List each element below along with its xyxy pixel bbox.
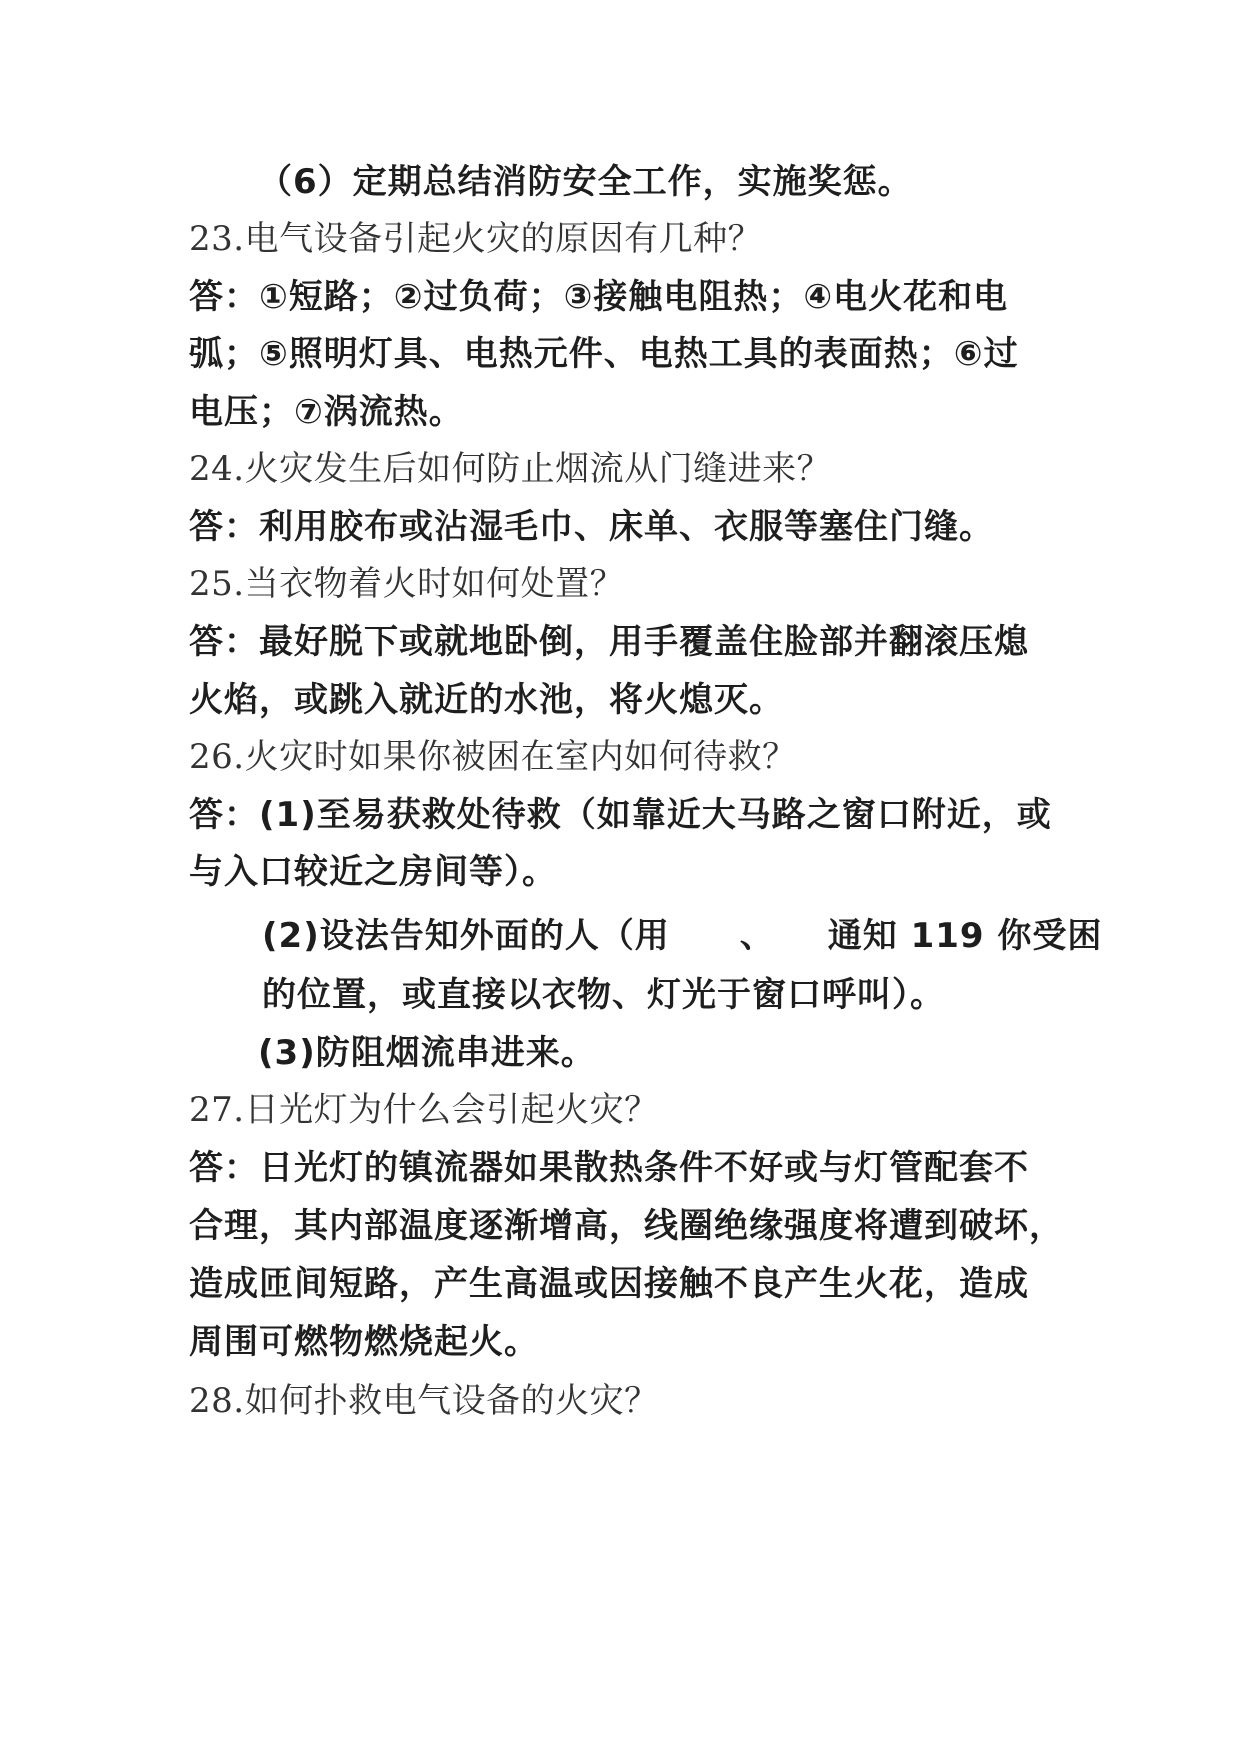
question-24: 24.火灾发生后如何防止烟流从门缝进来？ — [189, 449, 832, 489]
answer-line: 弧；⑤照明灯具、电热元件、电热工具的表面热；⑥过 — [189, 334, 1019, 374]
answer-line: 答：日光灯的镇流器如果散热条件不好或与灯管配套不 — [189, 1148, 1029, 1188]
answer-line: （6）定期总结消防安全工作，实施奖惩。 — [258, 162, 913, 202]
answer-line: 答：最好脱下或就地卧倒，用手覆盖住脸部并翻滚压熄 — [189, 622, 1029, 662]
answer-line: 答：利用胶布或沾湿毛巾、床单、衣服等塞住门缝。 — [189, 507, 994, 547]
question-28: 28.如何扑救电气设备的火灾？ — [189, 1381, 659, 1421]
answer-line: 的位置，或直接以衣物、灯光于窗口呼叫）。 — [262, 975, 945, 1015]
answer-line: 造成匝间短路，产生高温或因接触不良产生火花，造成 — [189, 1264, 1029, 1304]
answer-line: 火焰，或跳入就近的水池，将火熄灭。 — [189, 680, 784, 720]
question-25: 25.当衣物着火时如何处置？ — [189, 564, 625, 604]
answer-line: 答：(1)至易获救处待救（如靠近大马路之窗口附近，或 — [189, 795, 1052, 835]
answer-line: 与入口较近之房间等）。 — [189, 852, 557, 892]
answer-line: (3)防阻烟流串进来。 — [258, 1033, 596, 1073]
answer-line: (2)设法告知外面的人（用 、 通知 119 你受困 — [262, 916, 1103, 956]
answer-line: 合理，其内部温度逐渐增高，线圈绝缘强度将遭到破坏， — [189, 1206, 1064, 1246]
answer-line: 周围可燃物燃烧起火。 — [189, 1322, 539, 1362]
answer-line: 答：①短路；②过负荷；③接触电阻热；④电火花和电 — [189, 277, 1009, 317]
question-27: 27.日光灯为什么会引起火灾？ — [189, 1090, 659, 1130]
question-23: 23.电气设备引起火灾的原因有几种？ — [189, 219, 763, 259]
answer-line: 电压；⑦涡流热。 — [189, 392, 464, 432]
question-26: 26.火灾时如果你被困在室内如何待救？ — [189, 737, 797, 777]
